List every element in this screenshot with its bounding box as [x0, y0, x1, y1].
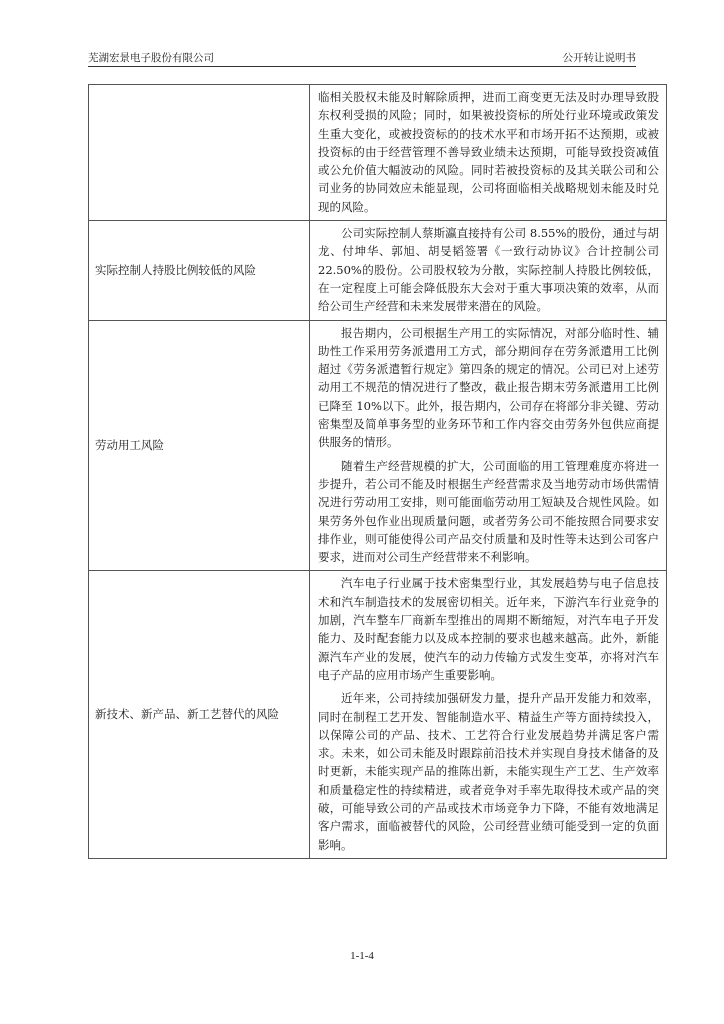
company-name: 芜湖宏景电子股份有限公司: [88, 52, 214, 64]
risk-description-cell: [310, 320, 667, 571]
risk-name-cell: 实际控制人持股比例较低的风险: [89, 221, 310, 320]
risk-description-cell: [310, 571, 667, 858]
risk-description-cell: [310, 221, 667, 320]
table-row: [89, 571, 667, 858]
risk-name-cell: [89, 85, 310, 221]
risk-name-cell: 新技术、新产品、新工艺替代的风险: [89, 571, 310, 858]
risk-paragraph: 临相关股权未能及时解除质押，进而工商变更无法及时办理导致股东权利受损的风险；同时，如果被投资标的所处行业环境或政策发生重大变化，或被投资标的的技术水平和市场开拓不达预期，或被投资标的由于经营管理不善导致业绩未达预期，可能导致投资减值或公允价值大幅波动的风险。同时若被投资标的及其关联公司和公司业务的协同效应未能显现，公司将面临相关战略规划未能及时兑现的风险。: [318, 90, 659, 214]
risk-paragraph: 近年来，公司持续加强研发力量，提升产品开发能力和效率，同时在制程工艺开发、智能制造水平、精益生产等方面持续投入，以保障公司的产品、技术、工艺符合行业发展趋势并满足客户需求。未来，如公司未能及时跟踪前沿技术并实现自身技术储备的及时更新，未能实现产品的推陈出新，未能实现生产工艺、生产效率和质量稳定性的持续精进，或者竞争对手率先取得技术或产品的突破，可能导致公司的产品或技术市场竞争力下降，不能有效地满足客户需求，面临被替代的风险，公司经营业绩可能受到一定的负面影响。: [318, 691, 659, 852]
risk-paragraph: 报告期内，公司根据生产用工的实际情况，对部分临时性、辅助性工作采用劳务派遣用工方式，部分期间存在劳务派遣用工比例超过《劳务派遣暂行规定》第四条的规定的情况。公司已对上述劳动用工不规范的情况进行了整改，截止报告期末劳务派遣用工比例已降至 10%以下。此外，报告期内，公司存在将部分非关键、劳动密集型及简单事务型的业务环节和工作内容交由劳务外包供应商提供服务的情形。: [318, 325, 659, 450]
table-row: [89, 221, 667, 320]
risk-paragraph: 随着生产经营规模的扩大，公司面临的用工管理难度亦将进一步提升，若公司不能及时根据生产经营需求及当地劳动市场供需情况进行劳动用工安排，则可能面临劳动用工短缺及合规性风险。如果劳务外包作业出现质量问题，或者劳务公司不能按照合同要求安排作业，则可能使得公司产品交付质量和及时性等未达到公司客户要求，进而对公司生产经营带来不利影响。: [318, 458, 659, 565]
table-row: [89, 85, 667, 221]
page-number: 1-1-4: [350, 950, 374, 962]
document-title: 公开转让说明书: [562, 52, 636, 64]
table-row: [89, 320, 667, 571]
risk-paragraph: 公司实际控制人蔡斯瀛直接持有公司 8.55%的股份，通过与胡龙、付坤华、郭旭、胡旻韬签署《一致行动协议》合计控制公司 22.50%的股份。公司股权较为分散，实际控制人持股比例较低，在一定程度上可能会降低股东大会对于重大事项决策的效率，从而给公司生产经营和未来发展带来潜在的风险。: [318, 226, 659, 314]
risk-name-cell: 劳动用工风险: [89, 320, 310, 571]
risk-paragraph: 汽车电子行业属于技术密集型行业，其发展趋势与电子信息技术和汽车制造技术的发展密切相关。近年来，下游汽车行业竞争的加剧，汽车整车厂商新车型推出的周期不断缩短，对汽车电子开发能力、及时配套能力以及成本控制的要求也越来越高。此外，新能源汽车产业的发展，使汽车的动力传输方式发生变革，亦将对汽车电子产品的应用市场产生重要影响。: [318, 576, 659, 682]
risk-description-cell: [310, 85, 667, 221]
page-header: [88, 51, 636, 67]
risk-table: [88, 84, 667, 859]
